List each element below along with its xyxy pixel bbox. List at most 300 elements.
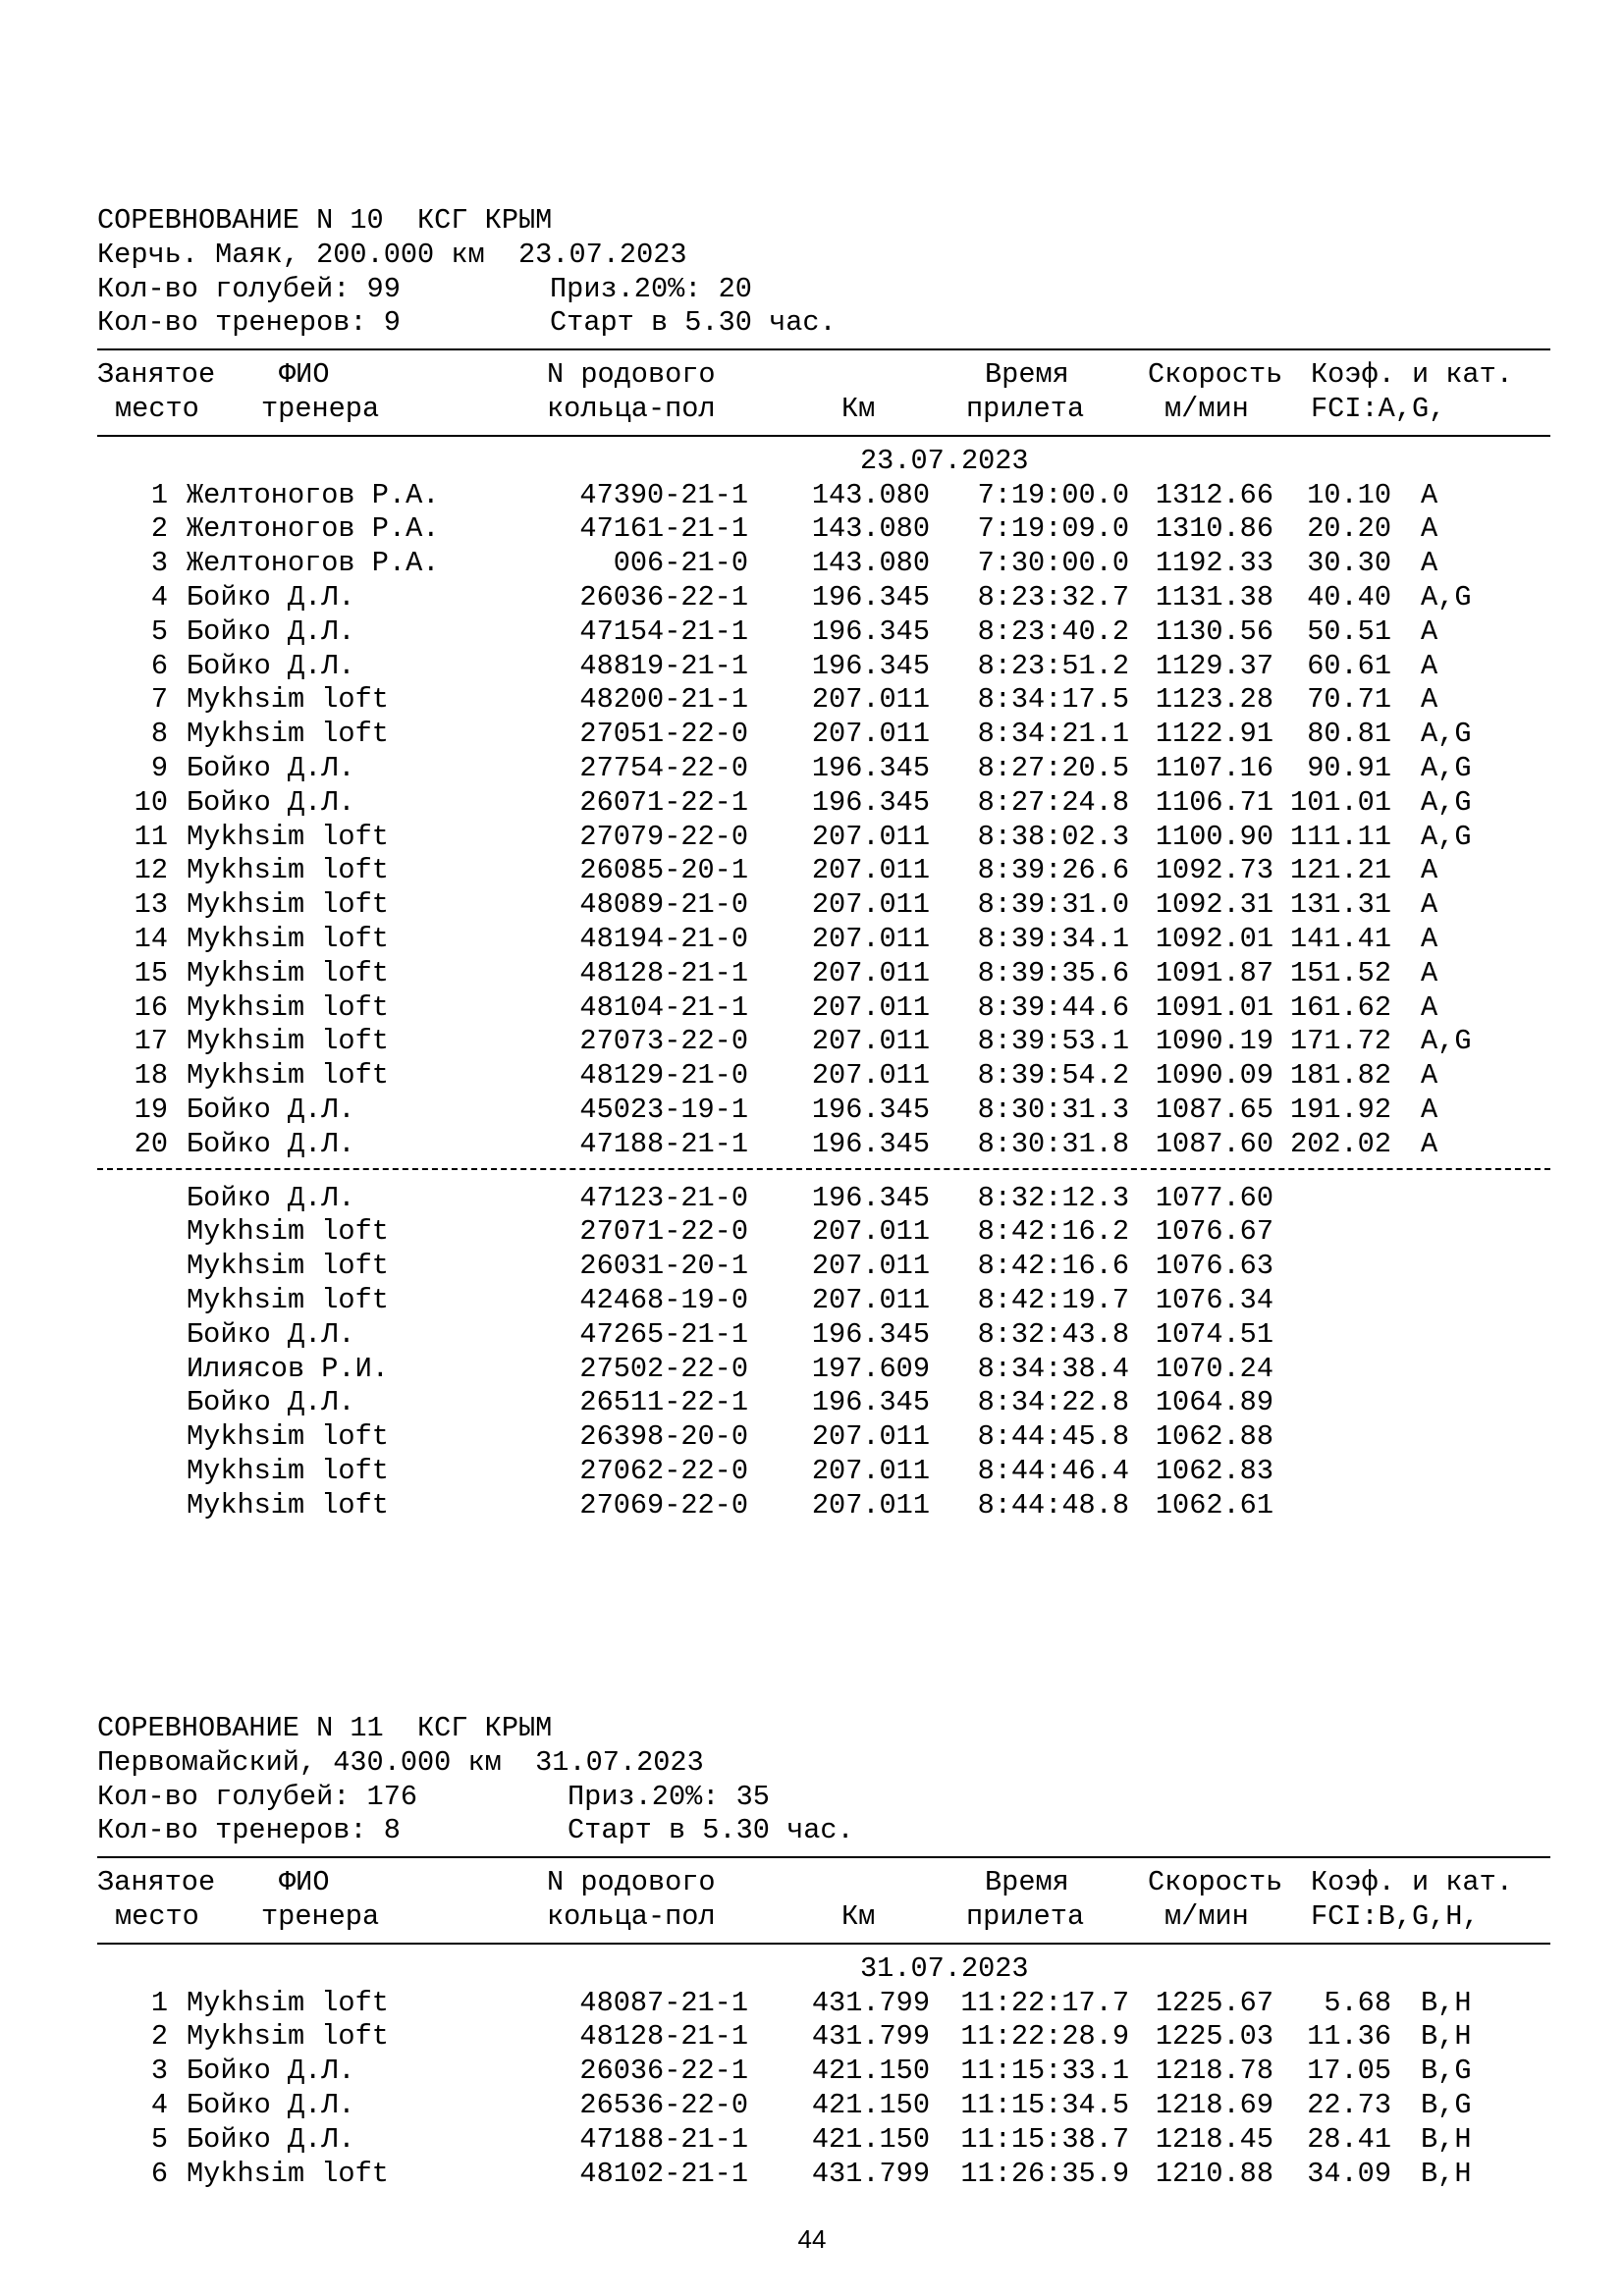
start-time: Старт в 5.30 час. bbox=[550, 306, 837, 340]
row-ring: 47161-21-1 bbox=[579, 512, 748, 546]
row-ring: 26031-20-1 bbox=[579, 1250, 748, 1283]
row-trainer: Mykhsim loft bbox=[187, 1215, 389, 1249]
table-row bbox=[97, 512, 1550, 547]
table-row bbox=[97, 786, 1550, 821]
row-time: 8:34:17.5 bbox=[977, 683, 1129, 717]
row-km: 196.345 bbox=[811, 751, 930, 784]
trainers-count: Кол-во тренеров: 9 bbox=[97, 306, 401, 340]
row-speed: 1218.45 bbox=[1155, 2122, 1273, 2156]
row-trainer: Mykhsim loft bbox=[187, 922, 389, 955]
table-row bbox=[97, 1215, 1550, 1250]
table-row bbox=[97, 718, 1550, 752]
row-category: A bbox=[1421, 922, 1438, 955]
table-row bbox=[97, 1025, 1550, 1059]
row-km: 207.011 bbox=[811, 718, 930, 751]
row-place: 19 bbox=[134, 1093, 168, 1126]
competition-10 bbox=[97, 204, 1550, 1522]
header-name: ФИО bbox=[279, 1866, 330, 1899]
row-trainer: Mykhsim loft bbox=[187, 2020, 389, 2054]
row-coef: 30.30 bbox=[1307, 547, 1391, 580]
row-category: A bbox=[1421, 854, 1438, 887]
row-ring: 27071-22-0 bbox=[579, 1215, 748, 1249]
header-place: Занятое bbox=[97, 1866, 216, 1899]
row-speed: 1076.63 bbox=[1155, 1250, 1273, 1283]
row-trainer: Бойко Д.Л. bbox=[187, 1386, 355, 1419]
table-row bbox=[97, 1353, 1550, 1387]
prize-count: Приз.20%: 35 bbox=[568, 1780, 770, 1813]
row-speed: 1062.83 bbox=[1155, 1454, 1273, 1487]
row-km: 143.080 bbox=[811, 547, 930, 580]
row-ring: 48128-21-1 bbox=[579, 2020, 748, 2054]
row-time: 11:22:17.7 bbox=[960, 1986, 1129, 2019]
header-name-sub: тренера bbox=[261, 1899, 380, 1933]
row-coef: 141.41 bbox=[1290, 922, 1391, 955]
header-ring-sub: кольца-пол bbox=[547, 1899, 716, 1933]
row-km: 196.345 bbox=[811, 614, 930, 648]
header-name-sub: тренера bbox=[261, 392, 380, 425]
table-row bbox=[97, 581, 1550, 615]
row-category: A,G bbox=[1421, 1025, 1472, 1058]
page-number: 44 bbox=[797, 2224, 827, 2254]
row-speed: 1070.24 bbox=[1155, 1352, 1273, 1385]
row-trainer: Бойко Д.Л. bbox=[187, 2122, 355, 2156]
header-speed-sub: м/мин bbox=[1164, 1899, 1249, 1933]
row-time: 7:19:00.0 bbox=[977, 478, 1129, 511]
row-trainer: Mykhsim loft bbox=[187, 2157, 389, 2190]
row-trainer: Mykhsim loft bbox=[187, 1488, 389, 1522]
row-category: B,H bbox=[1421, 2157, 1472, 2190]
row-speed: 1210.88 bbox=[1155, 2157, 1273, 2190]
row-category: A bbox=[1421, 547, 1438, 580]
row-km: 431.799 bbox=[811, 2157, 930, 2190]
header-rule-bottom bbox=[97, 435, 1550, 437]
row-category: B,G bbox=[1421, 2055, 1472, 2088]
row-speed: 1129.37 bbox=[1155, 649, 1273, 682]
header-rule-top bbox=[97, 1856, 1550, 1858]
row-time: 8:30:31.8 bbox=[977, 1127, 1129, 1160]
row-trainer: Mykhsim loft bbox=[187, 1454, 389, 1487]
header-place-sub: место bbox=[115, 1899, 199, 1933]
date-value: 23.07.2023 bbox=[860, 444, 1029, 477]
row-place: 5 bbox=[150, 614, 168, 648]
row-ring: 48104-21-1 bbox=[579, 990, 748, 1024]
row-ring: 47188-21-1 bbox=[579, 2122, 748, 2156]
row-place: 11 bbox=[134, 820, 168, 853]
row-coef: 151.52 bbox=[1290, 956, 1391, 989]
row-time: 8:42:16.2 bbox=[977, 1215, 1129, 1249]
row-trainer: Бойко Д.Л. bbox=[187, 1181, 355, 1214]
row-coef: 5.68 bbox=[1324, 1986, 1391, 2019]
table-row bbox=[97, 650, 1550, 684]
row-time: 8:34:22.8 bbox=[977, 1386, 1129, 1419]
row-km: 431.799 bbox=[811, 2020, 930, 2054]
header-km: Км bbox=[841, 1899, 876, 1933]
header-place-sub: место bbox=[115, 392, 199, 425]
row-trainer: Mykhsim loft bbox=[187, 1420, 389, 1454]
row-trainer: Mykhsim loft bbox=[187, 854, 389, 887]
row-category: B,H bbox=[1421, 2122, 1472, 2156]
row-km: 431.799 bbox=[811, 1986, 930, 2019]
row-ring: 45023-19-1 bbox=[579, 1093, 748, 1126]
row-km: 207.011 bbox=[811, 1059, 930, 1093]
row-trainer: Mykhsim loft bbox=[187, 820, 389, 853]
header-ring: N родового bbox=[547, 358, 716, 392]
competition-title: СОРЕВНОВАНИЕ N 11 КСГ КРЫМ bbox=[97, 1712, 553, 1744]
row-time: 7:19:09.0 bbox=[977, 512, 1129, 546]
row-coef: 10.10 bbox=[1307, 478, 1391, 511]
row-speed: 1090.09 bbox=[1155, 1059, 1273, 1093]
date-value: 31.07.2023 bbox=[860, 1951, 1029, 1985]
row-place: 5 bbox=[150, 2122, 168, 2156]
row-speed: 1107.16 bbox=[1155, 751, 1273, 784]
row-place: 14 bbox=[134, 922, 168, 955]
row-speed: 1225.67 bbox=[1155, 1986, 1273, 2019]
row-km: 207.011 bbox=[811, 1025, 930, 1058]
row-trainer: Желтоногов Р.А. bbox=[187, 512, 440, 546]
row-km: 207.011 bbox=[811, 1250, 930, 1283]
row-speed: 1076.67 bbox=[1155, 1215, 1273, 1249]
row-ring: 42468-19-0 bbox=[579, 1283, 748, 1316]
row-ring: 48128-21-1 bbox=[579, 956, 748, 989]
row-speed: 1123.28 bbox=[1155, 683, 1273, 717]
row-place: 15 bbox=[134, 956, 168, 989]
row-time: 8:39:44.6 bbox=[977, 990, 1129, 1024]
row-speed: 1225.03 bbox=[1155, 2020, 1273, 2054]
row-km: 196.345 bbox=[811, 580, 930, 614]
row-place: 4 bbox=[150, 580, 168, 614]
column-header-row-2 bbox=[97, 393, 1550, 427]
row-trainer: Mykhsim loft bbox=[187, 683, 389, 717]
row-place: 20 bbox=[134, 1127, 168, 1160]
row-speed: 1131.38 bbox=[1155, 580, 1273, 614]
row-time: 8:32:12.3 bbox=[977, 1181, 1129, 1214]
row-place: 16 bbox=[134, 990, 168, 1024]
table-row bbox=[97, 1250, 1550, 1284]
row-time: 8:30:31.3 bbox=[977, 1093, 1129, 1126]
row-trainer: Желтоногов Р.А. bbox=[187, 547, 440, 580]
row-trainer: Mykhsim loft bbox=[187, 718, 389, 751]
row-ring: 006-21-0 bbox=[613, 547, 748, 580]
row-time: 8:27:24.8 bbox=[977, 785, 1129, 819]
table-row bbox=[97, 957, 1550, 991]
row-coef: 28.41 bbox=[1307, 2122, 1391, 2156]
competition-location: Керчь. Маяк, 200.000 км 23.07.2023 bbox=[97, 238, 687, 271]
row-trainer: Бойко Д.Л. bbox=[187, 614, 355, 648]
row-time: 11:15:38.7 bbox=[960, 2122, 1129, 2156]
column-header-row-1 bbox=[97, 358, 1550, 393]
row-time: 7:30:00.0 bbox=[977, 547, 1129, 580]
table-row bbox=[97, 479, 1550, 513]
column-header-row-1 bbox=[97, 1866, 1550, 1900]
row-speed: 1218.69 bbox=[1155, 2088, 1273, 2121]
row-place: 9 bbox=[150, 751, 168, 784]
pigeons-count: Кол-во голубей: 99 bbox=[97, 272, 401, 305]
row-coef: 40.40 bbox=[1307, 580, 1391, 614]
row-coef: 50.51 bbox=[1307, 614, 1391, 648]
row-place: 13 bbox=[134, 888, 168, 922]
row-coef: 131.31 bbox=[1290, 888, 1391, 922]
row-trainer: Бойко Д.Л. bbox=[187, 785, 355, 819]
row-ring: 27079-22-0 bbox=[579, 820, 748, 853]
row-trainer: Желтоногов Р.А. bbox=[187, 478, 440, 511]
table-row bbox=[97, 1987, 1550, 2021]
row-ring: 47390-21-1 bbox=[579, 478, 748, 511]
row-time: 8:27:20.5 bbox=[977, 751, 1129, 784]
row-time: 8:39:54.2 bbox=[977, 1059, 1129, 1093]
row-time: 8:42:19.7 bbox=[977, 1283, 1129, 1316]
row-km: 207.011 bbox=[811, 854, 930, 887]
header-speed-sub: м/мин bbox=[1164, 392, 1249, 425]
row-km: 421.150 bbox=[811, 2055, 930, 2088]
table-row bbox=[97, 1455, 1550, 1489]
row-ring: 47188-21-1 bbox=[579, 1127, 748, 1160]
column-header-row-2 bbox=[97, 1900, 1550, 1935]
table-row bbox=[97, 821, 1550, 855]
row-speed: 1310.86 bbox=[1155, 512, 1273, 546]
table-row bbox=[97, 683, 1550, 718]
row-time: 8:44:48.8 bbox=[977, 1488, 1129, 1522]
row-speed: 1074.51 bbox=[1155, 1317, 1273, 1351]
header-coef: Коэф. и кат. bbox=[1311, 1866, 1513, 1899]
row-km: 196.345 bbox=[811, 1181, 930, 1214]
header-time-sub: прилета bbox=[966, 1899, 1085, 1933]
row-ring: 47123-21-0 bbox=[579, 1181, 748, 1214]
row-place: 2 bbox=[150, 512, 168, 546]
row-trainer: Бойко Д.Л. bbox=[187, 580, 355, 614]
row-category: A bbox=[1421, 990, 1438, 1024]
row-ring: 48089-21-0 bbox=[579, 888, 748, 922]
row-category: A bbox=[1421, 649, 1438, 682]
row-category: A bbox=[1421, 683, 1438, 717]
row-speed: 1090.19 bbox=[1155, 1025, 1273, 1058]
row-km: 196.345 bbox=[811, 1127, 930, 1160]
row-category: A,G bbox=[1421, 785, 1472, 819]
header-coef-sub: FCI:A,G, bbox=[1311, 392, 1446, 425]
row-time: 8:42:16.6 bbox=[977, 1250, 1129, 1283]
row-speed: 1092.73 bbox=[1155, 854, 1273, 887]
row-ring: 26085-20-1 bbox=[579, 854, 748, 887]
row-category: A bbox=[1421, 956, 1438, 989]
row-km: 196.345 bbox=[811, 785, 930, 819]
table-row bbox=[97, 1094, 1550, 1128]
row-ring: 26036-22-1 bbox=[579, 2055, 748, 2088]
header-coef-sub: FCI:B,G,H, bbox=[1311, 1899, 1480, 1933]
table-row bbox=[97, 854, 1550, 888]
header-time: Время bbox=[985, 358, 1069, 392]
row-ring: 27069-22-0 bbox=[579, 1488, 748, 1522]
row-ring: 48102-21-1 bbox=[579, 2157, 748, 2190]
row-category: A bbox=[1421, 1059, 1438, 1093]
row-time: 8:39:35.6 bbox=[977, 956, 1129, 989]
row-place: 3 bbox=[150, 547, 168, 580]
row-time: 8:34:38.4 bbox=[977, 1352, 1129, 1385]
row-time: 8:23:32.7 bbox=[977, 580, 1129, 614]
header-ring: N родового bbox=[547, 1866, 716, 1899]
row-speed: 1062.61 bbox=[1155, 1488, 1273, 1522]
row-time: 11:15:33.1 bbox=[960, 2055, 1129, 2088]
header-name: ФИО bbox=[279, 358, 330, 392]
table-row bbox=[97, 1489, 1550, 1523]
trainers-count: Кол-во тренеров: 8 bbox=[97, 1814, 401, 1847]
table-row bbox=[97, 752, 1550, 786]
row-trainer: Илиясов Р.И. bbox=[187, 1352, 389, 1385]
row-coef: 22.73 bbox=[1307, 2088, 1391, 2121]
date-row bbox=[97, 445, 1550, 479]
row-trainer: Mykhsim loft bbox=[187, 1059, 389, 1093]
row-coef: 90.91 bbox=[1307, 751, 1391, 784]
row-time: 11:22:28.9 bbox=[960, 2020, 1129, 2054]
row-time: 8:39:26.6 bbox=[977, 854, 1129, 887]
row-coef: 70.71 bbox=[1307, 683, 1391, 717]
row-trainer: Бойко Д.Л. bbox=[187, 2055, 355, 2088]
row-speed: 1218.78 bbox=[1155, 2055, 1273, 2088]
header-time-sub: прилета bbox=[966, 392, 1085, 425]
row-trainer: Mykhsim loft bbox=[187, 1986, 389, 2019]
row-ring: 27051-22-0 bbox=[579, 718, 748, 751]
row-speed: 1130.56 bbox=[1155, 614, 1273, 648]
row-category: B,H bbox=[1421, 2020, 1472, 2054]
row-place: 3 bbox=[150, 2055, 168, 2088]
table-row bbox=[97, 1420, 1550, 1455]
header-time: Время bbox=[985, 1866, 1069, 1899]
prize-separator bbox=[97, 1168, 1550, 1170]
row-ring: 26036-22-1 bbox=[579, 580, 748, 614]
row-time: 8:39:53.1 bbox=[977, 1025, 1129, 1058]
row-time: 8:38:02.3 bbox=[977, 820, 1129, 853]
pigeons-count: Кол-во голубей: 176 bbox=[97, 1780, 418, 1813]
trainers-line bbox=[97, 306, 1550, 341]
row-speed: 1087.60 bbox=[1155, 1127, 1273, 1160]
row-speed: 1092.31 bbox=[1155, 888, 1273, 922]
table-row bbox=[97, 1128, 1550, 1162]
header-rule-top bbox=[97, 348, 1550, 350]
row-coef: 60.61 bbox=[1307, 649, 1391, 682]
row-ring: 26536-22-0 bbox=[579, 2088, 748, 2121]
row-place: 10 bbox=[134, 785, 168, 819]
table-row bbox=[97, 888, 1550, 923]
row-trainer: Mykhsim loft bbox=[187, 888, 389, 922]
prize-count: Приз.20%: 20 bbox=[550, 272, 752, 305]
row-trainer: Бойко Д.Л. bbox=[187, 1127, 355, 1160]
row-place: 1 bbox=[150, 1986, 168, 2019]
row-trainer: Бойко Д.Л. bbox=[187, 2088, 355, 2121]
row-coef: 191.92 bbox=[1290, 1093, 1391, 1126]
table-row bbox=[97, 923, 1550, 957]
row-speed: 1076.34 bbox=[1155, 1283, 1273, 1316]
competition-11 bbox=[97, 1712, 1550, 2191]
table-row bbox=[97, 1284, 1550, 1318]
row-ring: 48129-21-0 bbox=[579, 1059, 748, 1093]
header-rule-bottom bbox=[97, 1943, 1550, 1945]
header-speed: Скорость bbox=[1148, 358, 1283, 392]
row-km: 207.011 bbox=[811, 1283, 930, 1316]
header-place: Занятое bbox=[97, 358, 216, 392]
row-category: A bbox=[1421, 512, 1438, 546]
table-row bbox=[97, 2123, 1550, 2158]
row-ring: 48087-21-1 bbox=[579, 1986, 748, 2019]
table-row bbox=[97, 2020, 1550, 2055]
row-km: 421.150 bbox=[811, 2122, 930, 2156]
row-trainer: Mykhsim loft bbox=[187, 1250, 389, 1283]
row-category: A bbox=[1421, 1093, 1438, 1126]
row-trainer: Бойко Д.Л. bbox=[187, 1093, 355, 1126]
row-speed: 1077.60 bbox=[1155, 1181, 1273, 1214]
trainers-line bbox=[97, 1814, 1550, 1848]
row-trainer: Mykhsim loft bbox=[187, 990, 389, 1024]
row-coef: 202.02 bbox=[1290, 1127, 1391, 1160]
row-km: 143.080 bbox=[811, 478, 930, 511]
row-time: 8:39:31.0 bbox=[977, 888, 1129, 922]
table-row bbox=[97, 1318, 1550, 1353]
header-speed: Скорость bbox=[1148, 1866, 1283, 1899]
row-speed: 1091.87 bbox=[1155, 956, 1273, 989]
row-place: 8 bbox=[150, 718, 168, 751]
row-coef: 161.62 bbox=[1290, 990, 1391, 1024]
header-ring-sub: кольца-пол bbox=[547, 392, 716, 425]
row-place: 4 bbox=[150, 2088, 168, 2121]
table-row bbox=[97, 2089, 1550, 2123]
table-row bbox=[97, 1386, 1550, 1420]
row-coef: 11.36 bbox=[1307, 2020, 1391, 2054]
row-ring: 47265-21-1 bbox=[579, 1317, 748, 1351]
row-place: 2 bbox=[150, 2020, 168, 2054]
row-category: A,G bbox=[1421, 580, 1472, 614]
row-ring: 26511-22-1 bbox=[579, 1386, 748, 1419]
row-speed: 1062.88 bbox=[1155, 1420, 1273, 1454]
table-row bbox=[97, 2055, 1550, 2089]
row-category: A,G bbox=[1421, 820, 1472, 853]
row-place: 6 bbox=[150, 2157, 168, 2190]
row-coef: 171.72 bbox=[1290, 1025, 1391, 1058]
row-category: A,G bbox=[1421, 751, 1472, 784]
row-time: 8:44:45.8 bbox=[977, 1420, 1129, 1454]
row-time: 8:39:34.1 bbox=[977, 922, 1129, 955]
row-speed: 1092.01 bbox=[1155, 922, 1273, 955]
row-km: 207.011 bbox=[811, 1215, 930, 1249]
row-km: 421.150 bbox=[811, 2088, 930, 2121]
pigeons-line bbox=[97, 1781, 1550, 1815]
row-category: A bbox=[1421, 1127, 1438, 1160]
row-place: 7 bbox=[150, 683, 168, 717]
row-ring: 27754-22-0 bbox=[579, 751, 748, 784]
header-coef: Коэф. и кат. bbox=[1311, 358, 1513, 392]
row-ring: 26398-20-0 bbox=[579, 1420, 748, 1454]
row-km: 207.011 bbox=[811, 683, 930, 717]
competition-location: Первомайский, 430.000 км 31.07.2023 bbox=[97, 1745, 704, 1779]
row-coef: 121.21 bbox=[1290, 854, 1391, 887]
row-km: 207.011 bbox=[811, 956, 930, 989]
row-speed: 1106.71 bbox=[1155, 785, 1273, 819]
row-speed: 1100.90 bbox=[1155, 820, 1273, 853]
row-coef: 181.82 bbox=[1290, 1059, 1391, 1093]
row-speed: 1312.66 bbox=[1155, 478, 1273, 511]
row-trainer: Mykhsim loft bbox=[187, 956, 389, 989]
row-category: A bbox=[1421, 478, 1438, 511]
row-km: 207.011 bbox=[811, 990, 930, 1024]
row-coef: 20.20 bbox=[1307, 512, 1391, 546]
row-time: 11:15:34.5 bbox=[960, 2088, 1129, 2121]
row-time: 8:23:51.2 bbox=[977, 649, 1129, 682]
table-row bbox=[97, 1059, 1550, 1094]
row-trainer: Mykhsim loft bbox=[187, 1283, 389, 1316]
date-row bbox=[97, 1952, 1550, 1987]
row-ring: 47154-21-1 bbox=[579, 614, 748, 648]
row-coef: 111.11 bbox=[1290, 820, 1391, 853]
pigeons-line bbox=[97, 273, 1550, 307]
header-km: Км bbox=[841, 392, 876, 425]
row-category: A bbox=[1421, 614, 1438, 648]
row-km: 207.011 bbox=[811, 820, 930, 853]
